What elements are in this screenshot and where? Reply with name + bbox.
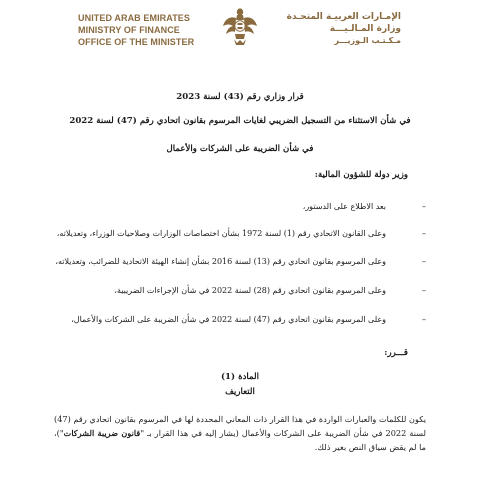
- decree-subject-line: في شأن الضريبة على الشركات والأعمال: [166, 144, 314, 154]
- uae-eagle-emblem-icon: [222, 6, 258, 46]
- recital-marker: –: [422, 229, 426, 238]
- paragraph-text: يكون للكلمات والعبارات الواردة في هذا القرار ذات المعاني المحددة لها في المرسوم بقانون اتحادي رقم (47) لسنة 2022 في شأن الضريبة على الشركات والأعمال (يشار إليه في هذا القرار بـ ": [54, 414, 427, 438]
- recital-marker: –: [422, 202, 426, 211]
- definitions-paragraph: [54, 412, 426, 454]
- recital-item: [54, 228, 426, 239]
- recital-text: بعد الاطلاع على الدستور،: [302, 202, 386, 211]
- letterhead-ar-line: وزارة المـالـيـــة: [329, 24, 401, 34]
- recital-marker: –: [422, 257, 426, 266]
- recital-text: وعلى المرسوم بقانون اتحادي رقم (47) لسنة 2022 في شأن الضريبة على الشركات والأعمال،: [71, 315, 386, 324]
- decree-subject-line: في شأن الاستثناء من التسجيل الضريبي لغايات المرسوم بقانون اتحادي رقم (47) لسنة 2022: [69, 116, 411, 126]
- article-heading: التعاريف: [225, 387, 255, 397]
- letterhead-ar-line: مـكـتـب الـوزيـــر: [334, 36, 401, 45]
- recital-text: وعلى القانون الاتحادي رقم (1) لسنة 1972 بشأن اختصاصات الوزارات وصلاحيات الوزراء، وتعديلاته،: [56, 229, 386, 238]
- recital-item: [54, 285, 426, 296]
- minister-heading: وزير دولة للشؤون المالية:: [314, 170, 408, 180]
- article-title: المادة (1): [220, 372, 260, 382]
- decided-heading: قـــرر:: [384, 348, 408, 358]
- recital-item: [54, 201, 426, 212]
- paragraph-text: ")، ما لم يقض سياق النص بغير ذلك.: [54, 428, 426, 452]
- letterhead-ar-line: الإمـارات العربيـة المتحـدة: [286, 12, 401, 22]
- letterhead-en-line: MINISTRY OF FINANCE: [78, 25, 180, 35]
- letterhead-en-line: UNITED ARAB EMIRATES: [78, 13, 190, 23]
- letterhead-arabic: [266, 11, 401, 47]
- recital-text: وعلى المرسوم بقانون اتحادي رقم (28) لسنة 2022 في شأن الإجراءات الضريبية،: [114, 286, 386, 295]
- letterhead-en-line: OFFICE OF THE MINISTER: [78, 37, 195, 47]
- recital-marker: –: [422, 315, 426, 324]
- recital-marker: –: [422, 286, 426, 295]
- decree-title: قرار وزاري رقم (43) لسنة 2023: [176, 92, 304, 102]
- recital-item: [54, 314, 426, 325]
- recital-item: [54, 256, 426, 267]
- letterhead-english: [78, 12, 228, 48]
- recital-text: وعلى المرسوم بقانون اتحادي رقم (13) لسنة 2016 بشأن إنشاء الهيئة الاتحادية للضرائب، وتعديلاته،: [55, 257, 386, 266]
- paragraph-bold-term: قانون ضريبة الشركات: [63, 428, 141, 438]
- letterhead: [0, 0, 480, 62]
